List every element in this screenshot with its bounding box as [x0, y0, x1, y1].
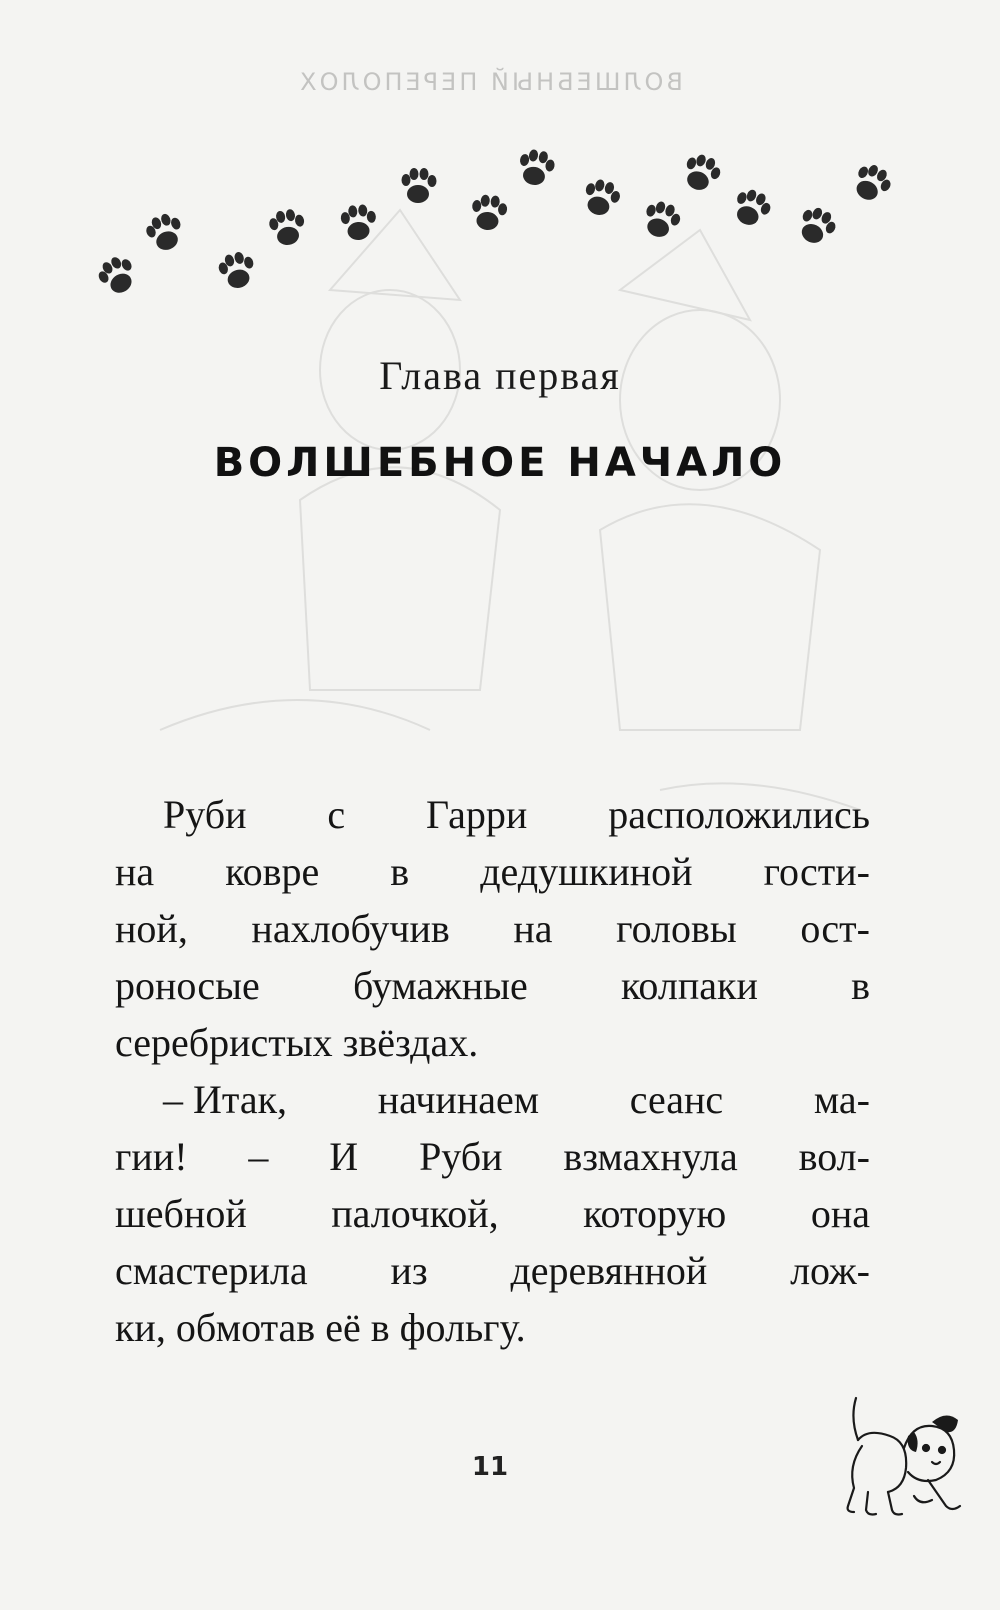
paw-print-icon [580, 176, 623, 219]
text-line: смастерила из деревянной лож- [115, 1248, 870, 1293]
text-line: серебристых звёздах. [115, 1020, 479, 1065]
paw-print-icon [402, 168, 437, 203]
paw-trail [0, 0, 1000, 320]
text-line: роносые бумажные колпаки в [115, 963, 870, 1008]
text-line: на ковре в дедушкиной гости- [115, 849, 870, 894]
text-line: ки, обмотав её в фольгу. [115, 1305, 526, 1350]
paw-print-icon [216, 249, 259, 292]
paw-print-icon [94, 251, 142, 299]
paw-print-icon [340, 203, 378, 241]
paw-print-icon [679, 151, 724, 196]
chapter-title: ВОЛШЕБНОЕ НАЧАЛО [213, 440, 787, 486]
running-header-bleedthrough: ВОЛШЕБНЫЙ ПЕРЕПОЛОХ [297, 68, 683, 96]
paw-print-icon [470, 194, 508, 232]
paw-print-icon [267, 207, 308, 248]
paw-print-icon [848, 160, 895, 207]
paw-print-icon [640, 198, 684, 242]
body-text [115, 786, 870, 1356]
text-line: – Итак, начинаем сеанс ма- [163, 1077, 870, 1122]
text-line: Руби с Гарри расположились [163, 792, 870, 837]
text-line: ной, нахлобучив на головы ост- [115, 906, 870, 951]
chapter-label: Глава первая [379, 353, 621, 398]
paw-print-icon [516, 147, 557, 188]
paw-print-icon [729, 185, 775, 231]
text-line: шебной палочкой, которую она [115, 1191, 870, 1236]
text-line: гии! – И Руби взмахнула вол- [115, 1134, 870, 1179]
paw-print-icon [794, 203, 841, 250]
puppy-illustration [828, 1388, 968, 1528]
page-number: 11 [471, 1452, 509, 1482]
paw-print-icon [143, 210, 188, 255]
